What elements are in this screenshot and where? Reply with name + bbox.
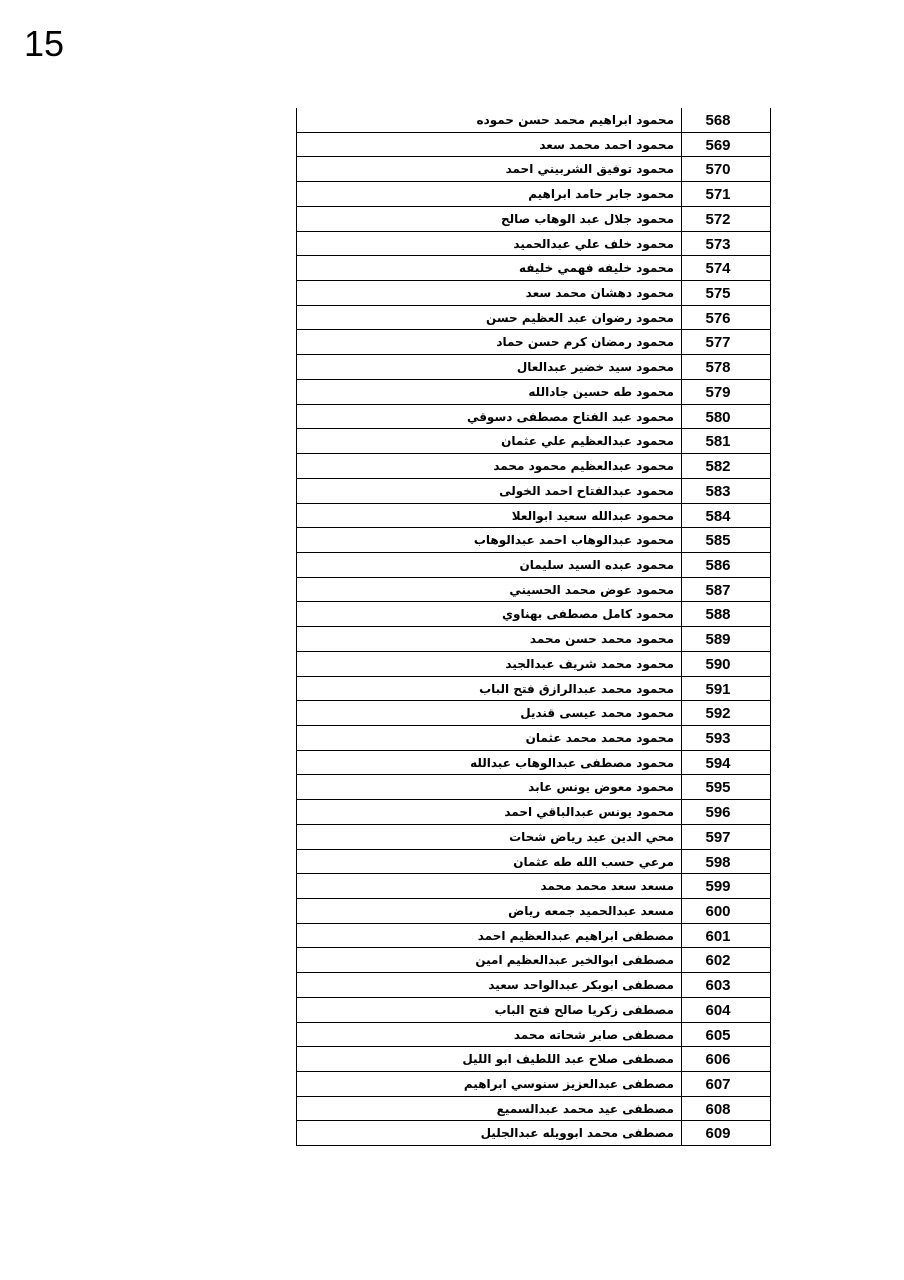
number-cell: 598 <box>705 853 731 871</box>
table-row <box>297 578 770 603</box>
number-cell: 602 <box>705 952 731 970</box>
table-row <box>297 825 770 850</box>
name-cell: محمود توفيق الشربيني احمد <box>297 157 682 181</box>
name-cell: مسعد سعد محمد محمد <box>297 874 682 898</box>
name-cell: محمود ابراهيم محمد حسن حموده <box>297 108 682 132</box>
name-cell: مصطفى زكريا صالح فتح الباب <box>297 998 682 1022</box>
table-row <box>297 306 770 331</box>
name-cell: محمود رمضان كرم حسن حماد <box>297 330 682 354</box>
name-cell: مصطفى صابر شحاته محمد <box>297 1023 682 1047</box>
table-row <box>297 924 770 949</box>
number-cell: 574 <box>705 260 731 278</box>
table-row <box>297 775 770 800</box>
number-cell: 585 <box>705 532 731 550</box>
number-cell: 595 <box>705 779 731 797</box>
name-cell: محمود دهشان محمد سعد <box>297 281 682 305</box>
table-row <box>297 1121 770 1146</box>
table-row <box>297 751 770 776</box>
table-row <box>297 973 770 998</box>
name-cell: مصطفى ابراهيم عبدالعظيم احمد <box>297 924 682 948</box>
table-row <box>297 528 770 553</box>
table-row <box>297 800 770 825</box>
name-cell: محمود خلف علي عبدالحميد <box>297 232 682 256</box>
number-cell: 597 <box>705 828 731 846</box>
number-cell: 600 <box>705 903 731 920</box>
name-cell: مصطفى عبدالعزيز سنوسي ابراهيم <box>297 1072 682 1096</box>
name-cell: محمود معوض يونس عابد <box>297 775 682 799</box>
name-cell: محمود عبد الفتاح مصطفى دسوقي <box>297 405 682 429</box>
number-cell: 576 <box>705 309 731 327</box>
name-cell: مصطفى صلاح عبد اللطيف ابو الليل <box>297 1047 682 1071</box>
table-row <box>297 1047 770 1072</box>
number-cell: 587 <box>705 581 731 599</box>
name-cell: محمود رضوان عبد العظيم حسن <box>297 306 682 330</box>
name-cell: محمود محمد عبدالرازق فتح الباب <box>297 677 682 701</box>
table-row <box>297 380 770 405</box>
table-row <box>297 405 770 430</box>
table-row <box>297 1072 770 1097</box>
name-cell: محمود كامل مصطفى بهناوي <box>297 602 682 626</box>
number-cell: 584 <box>705 507 731 525</box>
table-row <box>297 355 770 380</box>
number-cell: 591 <box>705 680 731 698</box>
table-row <box>297 553 770 578</box>
table-row <box>297 652 770 677</box>
number-cell: 577 <box>705 334 731 352</box>
name-cell: محمود محمد محمد عثمان <box>297 726 682 750</box>
name-cell: محمود عبدالعظيم محمود محمد <box>297 454 682 478</box>
table-row <box>297 677 770 702</box>
name-cell: محمود عوض محمد الحسيني <box>297 578 682 602</box>
name-cell: محمود عبده السيد سليمان <box>297 553 682 577</box>
number-cell: 572 <box>705 210 731 228</box>
name-cell: مصطفى ابوالخير عبدالعظيم امين <box>297 948 682 972</box>
table-row <box>297 207 770 232</box>
name-cell: محي الدين عيد رياض شحات <box>297 825 682 849</box>
table-row <box>297 479 770 504</box>
number-cell: 571 <box>705 186 731 204</box>
name-cell: محمود محمد شريف عبدالجيد <box>297 652 682 676</box>
table-row <box>297 182 770 207</box>
name-cell: محمود محمد حسن محمد <box>297 627 682 651</box>
number-cell: 589 <box>705 631 731 649</box>
table-row <box>297 256 770 281</box>
number-cell: 581 <box>705 433 731 451</box>
table-row <box>297 998 770 1023</box>
number-cell: 604 <box>705 1001 731 1019</box>
number-cell: 605 <box>705 1026 731 1044</box>
name-cell: محمود عبدالفتاح احمد الخولى <box>297 479 682 503</box>
name-cell: مرعي حسب الله طه عثمان <box>297 850 682 874</box>
table-row <box>297 232 770 257</box>
number-cell: 570 <box>705 161 731 179</box>
table-row <box>297 504 770 529</box>
names-table <box>296 108 771 1146</box>
number-cell: 580 <box>705 408 731 426</box>
number-cell: 579 <box>705 383 731 401</box>
number-cell: 578 <box>705 359 731 377</box>
number-cell: 603 <box>705 977 731 995</box>
name-cell: محمود يونس عبدالباقي احمد <box>297 800 682 824</box>
name-cell: مسعد عبدالحميد جمعه رياض <box>297 899 682 923</box>
name-cell: محمود جابر حامد ابراهيم <box>297 182 682 206</box>
table-row <box>297 899 770 924</box>
number-cell: 586 <box>705 556 731 574</box>
table-row <box>297 627 770 652</box>
table-row <box>297 602 770 627</box>
name-cell: محمود خليفه فهمي خليفه <box>297 256 682 280</box>
number-cell: 599 <box>705 878 731 896</box>
name-cell: محمود مصطفى عبدالوهاب عبدالله <box>297 751 682 775</box>
name-cell: محمود احمد محمد سعد <box>297 133 682 157</box>
name-cell: محمود عبدالوهاب احمد عبدالوهاب <box>297 528 682 552</box>
number-cell: 568 <box>705 112 731 129</box>
name-cell: مصطفى عيد محمد عبدالسميع <box>297 1097 682 1121</box>
number-cell: 582 <box>705 458 731 476</box>
page-number: 15 <box>24 23 65 64</box>
number-cell: 608 <box>705 1100 731 1118</box>
number-cell: 593 <box>705 729 731 747</box>
number-cell: 569 <box>705 136 731 154</box>
number-cell: 601 <box>705 927 731 945</box>
name-cell: محمود طه حسين جادالله <box>297 380 682 404</box>
name-cell: محمود عبدالعظيم علي عثمان <box>297 429 682 453</box>
number-cell: 588 <box>705 606 731 624</box>
number-cell: 594 <box>705 754 731 772</box>
table-row <box>297 726 770 751</box>
table-row <box>297 429 770 454</box>
name-cell: محمود سيد خضير عبدالعال <box>297 355 682 379</box>
number-cell: 606 <box>705 1051 731 1069</box>
table-row <box>297 1097 770 1122</box>
number-cell: 590 <box>705 655 731 673</box>
name-cell: محمود محمد عيسى قنديل <box>297 701 682 725</box>
number-cell: 583 <box>705 482 731 500</box>
name-cell: مصطفى محمد ابوويله عبدالجليل <box>297 1121 682 1145</box>
number-cell: 596 <box>705 804 731 822</box>
table-row <box>297 454 770 479</box>
table-row <box>297 157 770 182</box>
number-cell: 609 <box>705 1125 731 1143</box>
number-cell: 607 <box>705 1076 731 1094</box>
table-row <box>297 874 770 899</box>
name-cell: محمود عبدالله سعيد ابوالعلا <box>297 504 682 528</box>
name-cell: محمود جلال عبد الوهاب صالح <box>297 207 682 231</box>
name-cell: مصطفى ابوبكر عبدالواحد سعيد <box>297 973 682 997</box>
table-row <box>297 701 770 726</box>
number-cell: 575 <box>705 285 731 303</box>
number-cell: 592 <box>705 705 731 723</box>
table-row <box>297 281 770 306</box>
number-cell: 573 <box>705 235 731 253</box>
table-row <box>297 133 770 158</box>
table-row <box>297 108 770 133</box>
table-row <box>297 1023 770 1048</box>
table-row <box>297 330 770 355</box>
table-row <box>297 948 770 973</box>
table-row <box>297 850 770 875</box>
